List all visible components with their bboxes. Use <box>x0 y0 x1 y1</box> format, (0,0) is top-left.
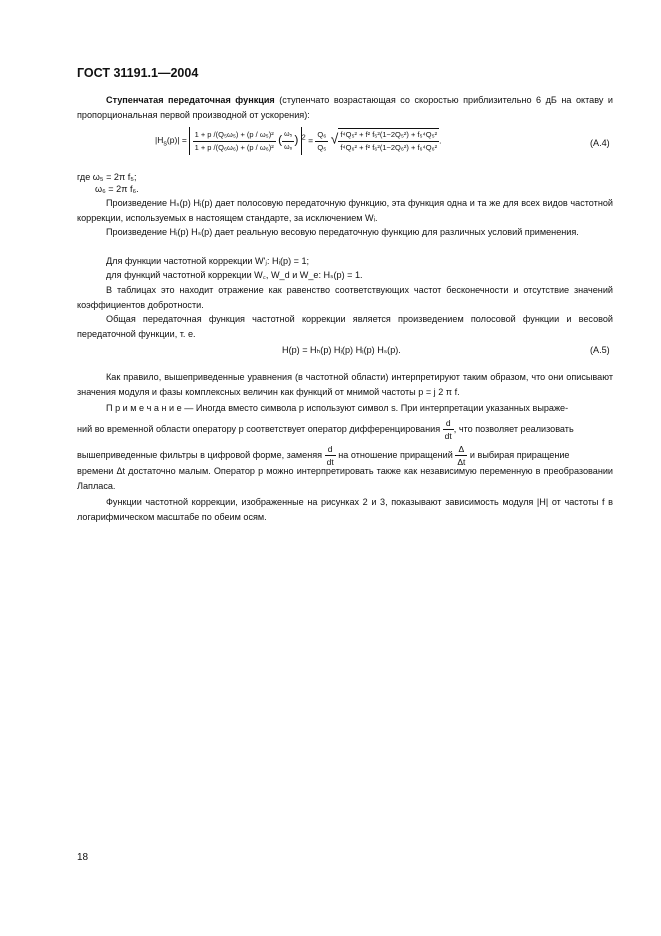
equation-a5: H(p) = Hₕ(p) Hᵢ(p) Hᵢ(p) Hₛ(p). <box>282 345 401 355</box>
where-line-2: ω₆ = 2π f₆. <box>95 184 139 194</box>
document-header: ГОСТ 31191.1—2004 <box>77 66 199 80</box>
eq-ratio: $\frac{\text{ω₅}}{\text{ω₆}}$ <box>284 130 293 151</box>
note-label: П р и м е ч а н и е <box>106 403 182 413</box>
paragraph-tables: В таблицах это находит отражение как равенство соответствующих частот бесконечности и отсутствие значений коэффициентов добротности. <box>77 285 613 310</box>
note-line-1: П р и м е ч а н и е — Иногда вместо символа p используют символ s. При интерпретации указанных выраже- <box>106 403 569 413</box>
note-line-4: времени Δt достаточно малым. Оператор p можно интерпретировать также как независимую переменную в преобразовании Лапласа. <box>77 466 613 491</box>
equation-a4: $|H_s(p)|$ = $\frac{\text{1 + p /(Q₅ω₅) + (p / ω₅)²}}{\text{1 + p /(Q₆ω₆) + (p / ω₆)²}}$ ( $\frac{\text{ω₅}}{\text{ω₆}}$ ) $^2$ = $\frac{\text{Q₆}}{\text{Q₅}}$ √ $\frac{\text{f⁴Q₅² + f² f₅²(1−2Q₅²) + f₅⁴Q₅²}}{\text{f⁴Q₆² + f² f₆²(1−2Q₆²) + f₆⁴Q₆²}}$ . <box>155 127 442 155</box>
paren-open: ( <box>278 132 283 147</box>
where-line-1: где ω₅ = 2π f₅; <box>77 172 137 182</box>
paragraph-figures: Функции частотной коррекции, изображенные на рисунках 2 и 3, показывают зависимость модуля |H| от частоты f в логарифмическом масштабе по обеим осям. <box>77 497 613 522</box>
paragraph-wc: для функций частотной коррекции W꜀, W_d и W_e: Hₛ(p) = 1. <box>106 270 363 280</box>
eq-numerator: 1 + p /(Q₅ω₅) + (p / ω₅)² <box>193 129 276 142</box>
page-number: 18 <box>77 852 89 863</box>
paragraph-wj: Для функции частотной коррекции W'ⱼ: Hᵢ(p) = 1; <box>106 256 310 266</box>
paragraph-text: (ступенчато возрастающая со скоростью приблизительно 6 дБ на октаву и пропорциональная первой производной от ускорения): <box>77 95 613 120</box>
note-line-2: ний во временной области оператору p соответствует оператор дифференцирования $\frac{d}{dt}$ , что позволяет реализовать <box>77 418 574 441</box>
paragraph-weighting: Произведение Hᵢ(p) Hₛ(p) дает реальную весовую передаточную функцию для различных условий применения. <box>106 227 579 237</box>
paragraph-interpretation: Как правило, вышеприведенные уравнения (в частотной области) интерпретируют таким образом, что они описывают значения модуля и фазы комплексных величин как функций от мнимой частоты p = j 2 π f. <box>77 372 613 397</box>
derivative-fraction: $\frac{d}{dt}$ <box>444 418 452 441</box>
eq-denominator: 1 + p /(Q₆ω₆) + (p / ω₆)² <box>194 142 274 152</box>
eq-sqrt: $\frac{\text{f⁴Q₅² + f² f₅²(1−2Q₅²) + f₅⁴Q₅²}}{\text{f⁴Q₆² + f² f₆²(1−2Q₆²) + f₆⁴Q₆²}}$ <box>340 130 438 152</box>
abs-bar-left <box>189 127 190 155</box>
paragraph-bandpass: Произведение Hₛ(p) Hᵢ(p) дает полосовую передаточную функцию, эта функция одна и та же для всех видов частотной коррекции, используемых в настоящем стандарте, за исключением Wᵢ. <box>77 198 613 223</box>
equation-number-a4: (А.4) <box>590 138 610 148</box>
equation-number-a5: (А.5) <box>590 345 610 355</box>
note-line-3: вышеприведенные фильтры в цифровой форме, заменяя $\frac{d}{dt}$ на отношение приращений $\frac{\Delta}{\Delta t}$ и выбирая приращение <box>77 444 570 467</box>
eq-equals: = <box>308 135 314 146</box>
paragraph-overall: Общая передаточная функция частотной коррекции является произведением полосовой функции и весовой передаточной функции, т. е. <box>77 314 613 339</box>
eq-main-fraction <box>193 129 276 154</box>
term: Ступенчатая передаточная функция <box>106 95 275 105</box>
eq-q-ratio: $\frac{\text{Q₆}}{\text{Q₅}}$ <box>317 129 327 152</box>
increment-fraction: $\frac{\Delta}{\Delta t}$ <box>457 444 466 467</box>
eq-power: 2 <box>301 133 306 142</box>
paren-close: ) <box>294 132 299 147</box>
sqrt-sign: √ <box>330 130 339 147</box>
eq-lhs: $|H_s(p)|$ = <box>155 135 187 148</box>
derivative-fraction-2: $\frac{d}{dt}$ <box>326 444 334 467</box>
paragraph-step-function <box>77 93 613 122</box>
